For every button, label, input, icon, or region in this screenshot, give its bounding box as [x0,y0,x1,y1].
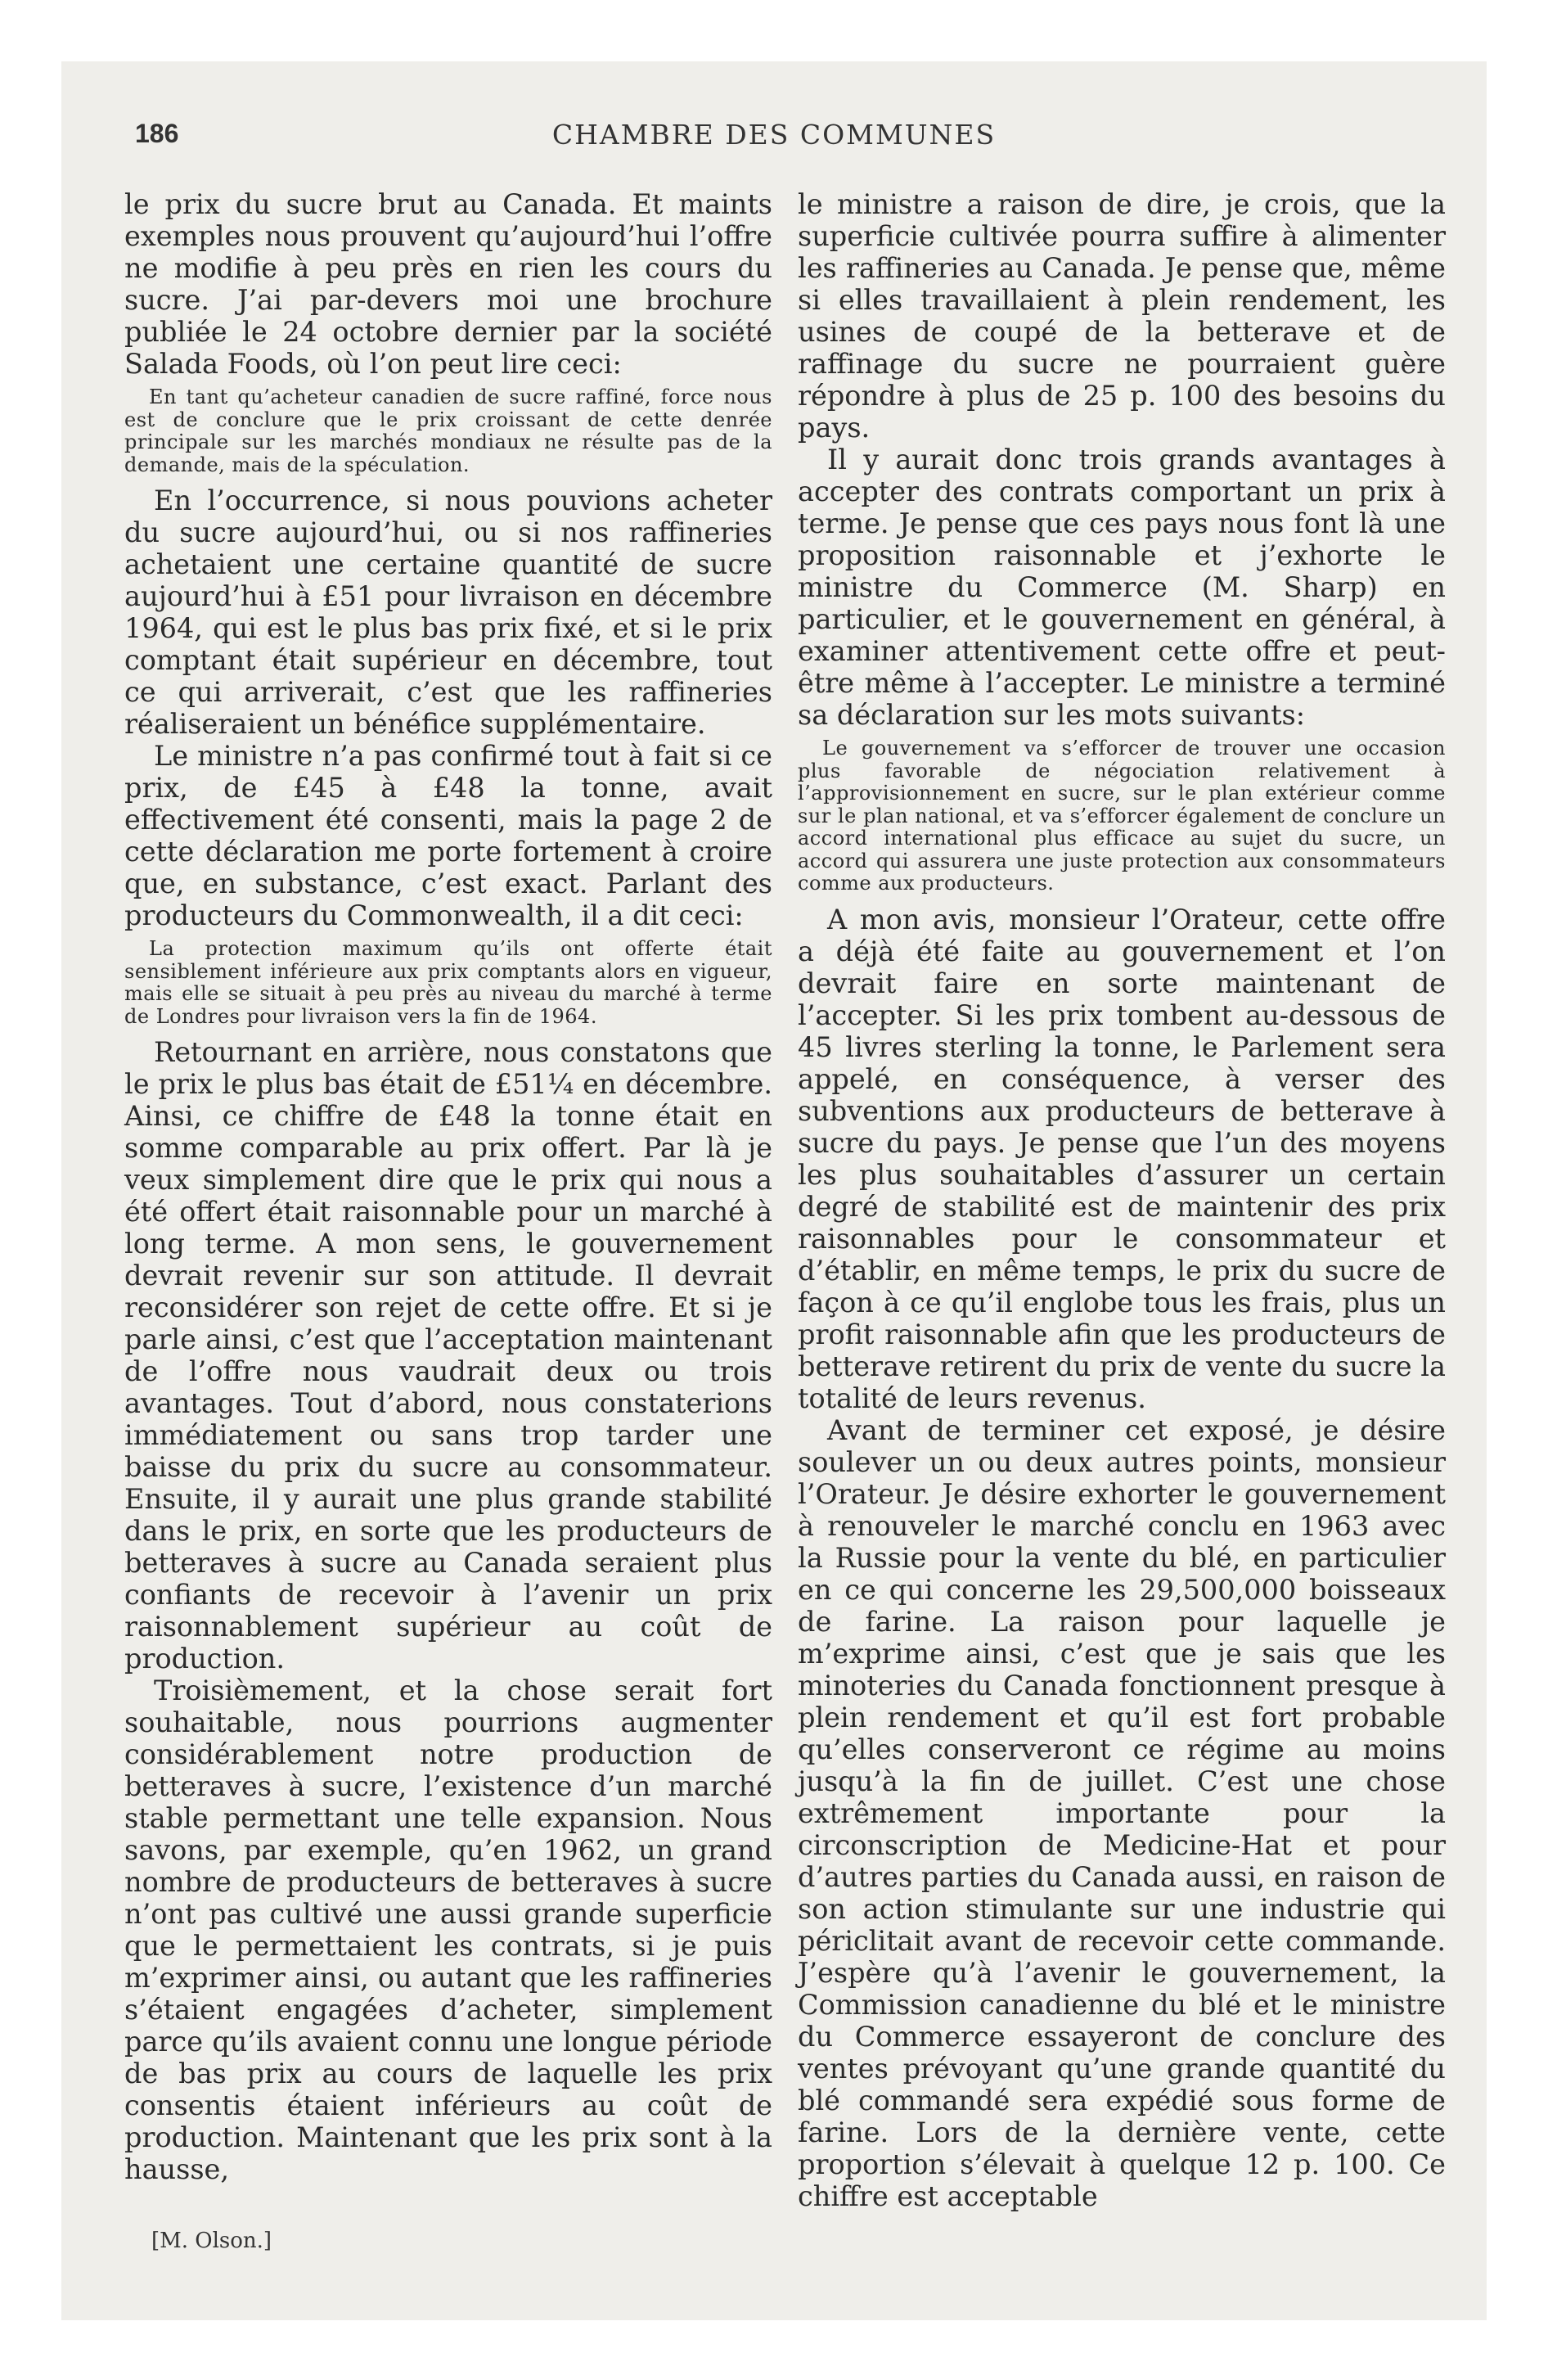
paragraph: A mon avis, monsieur l’Orateur, cette offre a déjà été faite au gouvernement et l’on devrait faire en sorte maintenant de l’accepter. Si les prix tombent au-dessous de 45 livres sterling la tonne, le Parlement sera appelé, en conséquence, à verser des subventions aux producteurs de betterave à sucre du pays. Je pense que l’un des moyens les plus souhaitables d’assurer un certain degré de stabilité est de maintenir des prix raisonnables pour le consommateur et d’établir, en même temps, le prix du sucre de façon à ce qu’il englobe tous les frais, plus un profit raisonnable afin que les producteurs de betterave retirent du prix de vente du sucre la totalité de leurs revenus. [798,903,1446,1414]
paragraph: Il y aurait donc trois grands avantages à accepter des contrats comportant un prix à terme. Je pense que ces pays nous font là une proposition raisonnable et j’exhorte le ministre du Commerce (M. Sharp) en particulier, et le gouvernement en général, à examiner attentivement cette offre et peut-être même à l’accepter. Le ministre a terminé sa déclaration sur les mots suivants: [798,444,1446,731]
page-number: 186 [135,119,179,148]
paragraph: le prix du sucre brut au Canada. Et maints exemples nous prouvent qu’aujourd’hui l’offre ne modifie à peu près en rien les cours du sucre. J’ai par-devers moi une brochure publiée le 24 octobre dernier par la société Salada Foods, où l’on peut lire ceci: [124,188,772,380]
running-title: CHAMBRE DES COMMUNES [551,119,997,151]
paragraph: Avant de terminer cet exposé, je désire soulever un ou deux autres points, monsieur l’Orateur. Je désire exhorter le gouvernement à renouveler le marché conclu en 1963 avec la Russie pour la vente du blé, en particulier en ce qui concerne les 29,500,000 boisseaux de farine. La raison pour laquelle je m’exprime ainsi, c’est que je sais que les minoteries du Canada fonctionnent presque à plein rendement et qu’il est fort probable qu’elles conserveront ce régime au moins jusqu’à la fin de juillet. C’est une chose extrêmement importante pour la circonscription de Medicine-Hat et pour d’autres parties du Canada aussi, en raison de son action stimulante sur une industrie qui périclitait avant de recevoir cette commande. J’espère qu’à l’avenir le gouvernement, la Commission canadienne du blé et le ministre du Commerce essayeront de conclure des ventes prévoyant qu’une grande quantité du blé commandé sera expédié sous forme de farine. Lors de la dernière vente, cette proportion s’élevait à quelque 12 p. 100. Ce chiffre est acceptable [798,1413,1446,2212]
block-quote: En tant qu’acheteur canadien de sucre raffiné, force nous est de conclure que le prix croissant de cette denrée principale sur les marchés mondiaux ne résulte pas de la demande, mais de la spéculation. [124,385,772,476]
right-column [798,188,1446,2212]
page-header [61,119,1487,168]
paragraph: Troisièmement, et la chose serait fort souhaitable, nous pourrions augmenter considérablement notre production de betteraves à sucre, l’existence d’un marché stable permettant une telle expansion. Nous savons, par exemple, qu’en 1962, un grand nombre de producteurs de betteraves à sucre n’ont pas cultivé une aussi grande superficie que le permettaient les contrats, si je puis m’exprimer ainsi, ou autant que les raffineries s’étaient engagées d’acheter, simplement parce qu’ils avaient connu une longue période de bas prix au cours de laquelle les prix consentis étaient inférieurs au coût de production. Maintenant que les prix sont à la hausse, [124,1675,772,2185]
paragraph: Le ministre n’a pas confirmé tout à fait si ce prix, de £45 à £48 la tonne, avait effectivement été consenti, mais la page 2 de cette déclaration me porte fortement à croire que, en substance, c’est exact. Parlant des producteurs du Commonwealth, il a dit ceci: [124,740,772,931]
paragraph: En l’occurrence, si nous pouvions acheter du sucre aujourd’hui, ou si nos raffineries achetaient une certaine quantité de sucre aujourd’hui à £51 pour livraison en décembre 1964, qui est le plus bas prix fixé, et si le prix comptant était supérieur en décembre, tout ce qui arriverait, c’est que les raffineries réaliseraient un bénéfice supplémentaire. [124,485,772,740]
block-quote: Le gouvernement va s’efforcer de trouver une occasion plus favorable de négociation relativement à l’approvisionnement en sucre, sur le plan extérieur comme sur le plan national, et va s’efforcer également de conclure un accord international plus efficace au sujet du sucre, un accord qui assurera une juste protection aux consommateurs comme aux producteurs. [798,737,1446,895]
left-column [124,188,772,2185]
speaker-footnote: [M. Olson.] [151,2229,272,2253]
paragraph: le ministre a raison de dire, je crois, que la superficie cultivée pourra suffire à alimenter les raffineries au Canada. Je pense que, même si elles travaillaient à plein rendement, les usines de coupé de la betterave et de raffinage du sucre ne pourraient guère répondre à plus de 25 p. 100 des besoins du pays. [798,188,1446,444]
document-page [61,61,1487,2320]
block-quote: La protection maximum qu’ils ont offerte était sensiblement inférieure aux prix comptants alors en vigueur, mais elle se situait à peu près au niveau du marché à terme de Londres pour livraison vers la fin de 1964. [124,937,772,1028]
paragraph: Retournant en arrière, nous constatons que le prix le plus bas était de £51¼ en décembre. Ainsi, ce chiffre de £48 la tonne était en somme comparable au prix offert. Par là je veux simplement dire que le prix qui nous a été offert était raisonnable pour un marché à long terme. A mon sens, le gouvernement devrait revenir sur son attitude. Il devrait reconsidérer son rejet de cette offre. Et si je parle ainsi, c’est que l’acceptation maintenant de l’offre nous vaudrait deux ou trois avantages. Tout d’abord, nous constaterions immédiatement ou sans trop tarder une baisse du prix du sucre au consommateur. Ensuite, il y aurait une plus grande stabilité dans le prix, en sorte que les producteurs de betteraves à sucre au Canada seraient plus confiants de recevoir à l’avenir un prix raisonnablement supérieur au coût de production. [124,1036,772,1675]
